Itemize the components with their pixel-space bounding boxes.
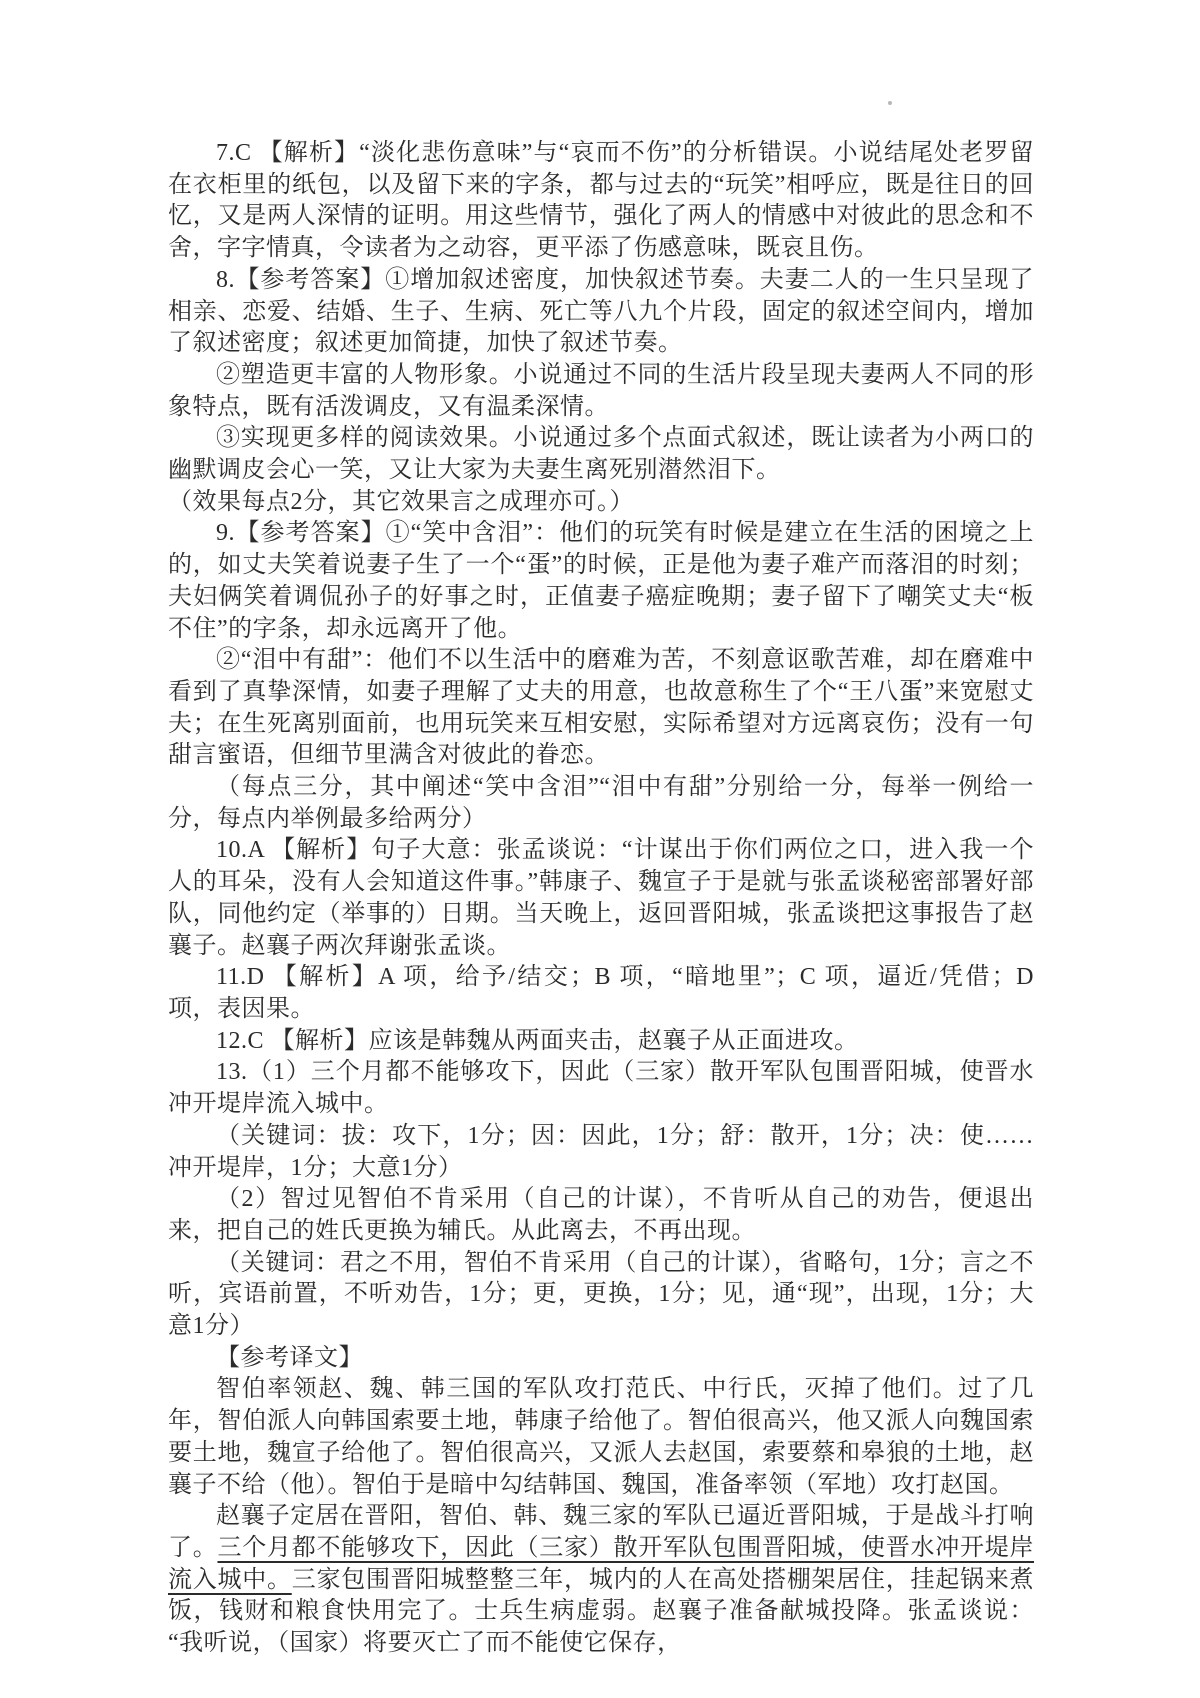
answer-9-point-2-paragraph: ②“泪中有甜”：他们不以生活中的磨难为苦，不刻意讴歌苦难，却在磨难中看到了真挚深情，如妻子理解了丈夫的用意，也故意称生了个“王八蛋”来宽慰丈夫；在生死离别面前，也用玩笑来互相安慰，实际希望对方远离哀伤；没有一句甜言蜜语，但细节里满含对彼此的眷恋。 bbox=[168, 647, 1034, 769]
answer-8-point-2-paragraph: ②塑造更丰富的人物形象。小说通过不同的生活片段呈现夫妻两人不同的形象特点，既有活泼调皮，又有温柔深情。 bbox=[168, 361, 1034, 420]
translation-para-2-pre: 赵襄子定居在晋阳，智伯、韩、魏三家的军队已逼近晋阳城，于是战斗打响了。 bbox=[168, 1503, 1034, 1561]
answer-8-point-3-paragraph: ③实现更多样的阅读效果。小说通过多个点面式叙述，既让读者为小两口的幽默调皮会心一笑，又让大家为夫妻生离死别潜然泪下。 bbox=[168, 425, 1034, 484]
translation-para-1: 智伯率领赵、魏、韩三国的军队攻打范氏、中行氏，灭掉了他们。过了几年，智伯派人向韩国索要土地，韩康子给他了。智伯很高兴，他又派人向魏国索要土地，魏宣子给他了。智伯很高兴，又派人去赵国，索要蔡和皋狼的土地，赵襄子不给（他）。智伯于是暗中勾结韩国、魏国，准备率领（军地）攻打赵国。 bbox=[168, 1376, 1034, 1498]
underlined-passage: 三个月都不能够攻下，因此（三家）散开军队包围晋阳城，使晋水冲开堤岸流入城中。 bbox=[168, 1534, 1034, 1593]
answer-8-scoring-note: （效果每点2分，其它效果言之成理亦可。） bbox=[168, 488, 634, 515]
answer-12-paragraph: 12.C 【解析】应该是韩魏从两面夹击，赵襄子从正面进攻。 bbox=[216, 1027, 859, 1054]
translation-para-2 bbox=[168, 1501, 1034, 1660]
answer-key-text-block bbox=[168, 138, 1034, 1660]
answer-10-paragraph: 10.A 【解析】句子大意：张孟谈说：“计谋出于你们两位之口，进入我一个人的耳朵，没有人会知道这件事。”韩康子、魏宣子于是就与张孟谈秘密部署好部队，同他约定（举事的）日期。当天晚上，返回晋阳城，张孟谈把这事报告了赵襄子。赵襄子两次拜谢张孟谈。 bbox=[168, 837, 1034, 959]
answer-13-1-keywords-paragraph: （关键词：拔：攻下，1分；因：因此，1分；舒：散开，1分；决：使……冲开堤岸，1分；大意1分） bbox=[168, 1122, 1034, 1181]
translation-para-2-post: 三家包围晋阳城整整三年，城内的人在高处搭棚架居住，挂起锅来煮饭，钱财和粮食快用完了。士兵生病虚弱。赵襄子准备献城投降。张孟谈说：“我听说，（国家）将要灭亡了而不能使它保存， bbox=[168, 1566, 1034, 1657]
answer-7-paragraph: 7.C 【解析】“淡化悲伤意味”与“哀而不伤”的分析错误。小说结尾处老罗留在衣柜里的纸包，以及留下来的字条，都与过去的“玩笑”相呼应，既是往日的回忆，又是两人深情的证明。用这些情节，强化了两人的情感中对彼此的思念和不舍，字字情真，令读者为之动容，更平添了伤感意味，既哀且伤。 bbox=[168, 140, 1034, 262]
answer-8-point-1-paragraph: 8.【参考答案】①增加叙述密度，加快叙述节奏。夫妻二人的一生只呈现了相亲、恋爱、结婚、生子、生病、死亡等八九个片段，固定的叙述空间内，增加了叙述密度；叙述更加简捷，加快了叙述节奏。 bbox=[168, 266, 1034, 357]
translation-heading: 【参考译文】 bbox=[216, 1344, 363, 1371]
answer-13-2-keywords-paragraph: （关键词：君之不用，智伯不肯采用（自己的计谋），省略句，1分；言之不听，宾语前置，不听劝告，1分；更，更换，1分；见，通“现”，出现，1分；大意1分） bbox=[168, 1249, 1034, 1340]
answer-9-scoring-note: （每点三分，其中阐述“笑中含泪”“泪中有甜”分别给一分，每举一例给一分，每点内举例最多给两分） bbox=[168, 774, 1034, 832]
answer-13-1-paragraph: 13.（1）三个月都不能够攻下，因此（三家）散开军队包围晋阳城，使晋水冲开堤岸流入城中。 bbox=[168, 1059, 1034, 1118]
answer-13-2-paragraph: （2）智过见智伯不肯采用（自己的计谋），不肯听从自己的劝告，便退出来，把自己的姓氏更换为辅氏。从此离去，不再出现。 bbox=[168, 1186, 1034, 1244]
answer-11-paragraph: 11.D 【解析】A 项，给予/结交；B 项，“暗地里”；C 项，逼近/凭借；D 项，表因果。 bbox=[168, 964, 1034, 1022]
stray-mark-dot bbox=[888, 101, 892, 105]
answer-9-point-1-paragraph: 9.【参考答案】①“笑中含泪”：他们的玩笑有时候是建立在生活的困境之上的，如丈夫笑着说妻子生了一个“蛋”的时候，正是他为妻子难产而落泪的时刻；夫妇俩笑着调侃孙子的好事之时，正值妻子癌症晚期；妻子留下了嘲笑丈夫“板不住”的字条，却永远离开了他。 bbox=[168, 520, 1034, 642]
